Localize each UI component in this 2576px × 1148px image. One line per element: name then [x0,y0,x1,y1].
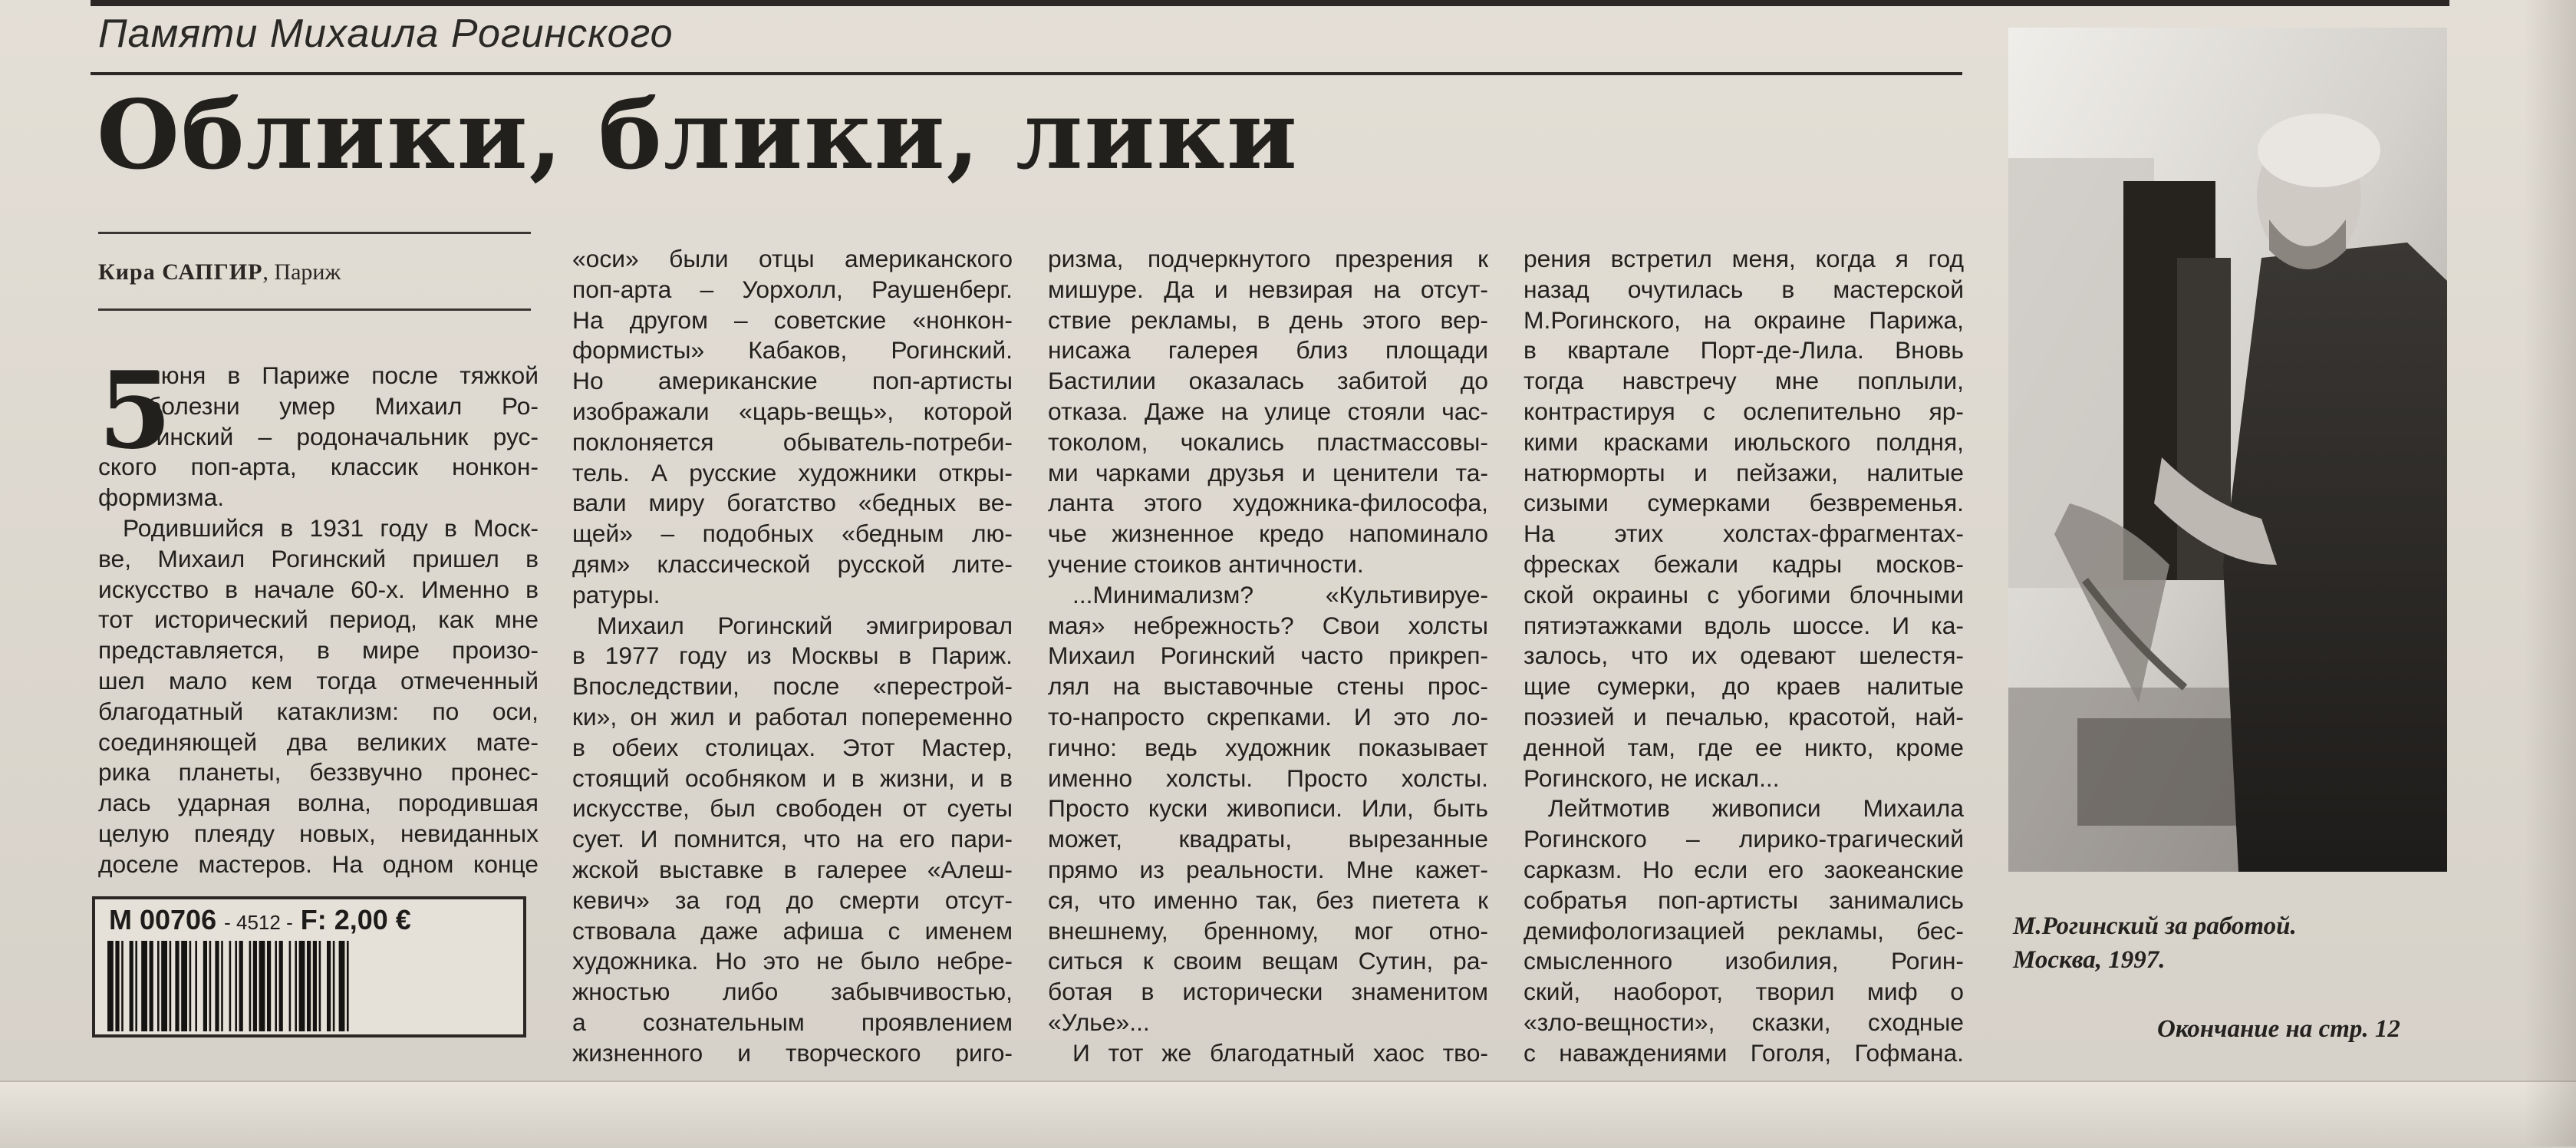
text-line: назад очутилась в мастерской [1524,275,1964,303]
text-line: целую плеяду новых, невиданных [98,819,539,847]
text-line: На этих холстах-фрагментах- [1524,520,1964,548]
text-line: формисты» Кабаков, Рогинский. [572,336,1013,365]
text-line: мая» небрежность? Свои холсты [1048,611,1488,639]
text-line: ки», он жил и работал попеременно [572,702,1013,731]
text-line: прямо из реальности. Мне кажет- [1048,855,1488,883]
text-line: Рогинского – лирико-трагический [1524,825,1964,853]
text-line: лял на выставочные стены прос- [1048,672,1488,701]
text-line: представляется, в мире произо- [98,636,539,665]
text-line: изображали «царь-вещь», которой [572,397,1013,425]
text-line: смысленного изобилия, Рогин- [1524,947,1964,975]
barcode-bar [175,941,179,1031]
text-line: гинский – родоначальник рус- [147,422,539,450]
text-line: то-напросто скрепками. И это ло- [1048,702,1488,731]
page-fold [0,1080,2576,1148]
text-line: ской окраины с убогими блочными [1524,580,1964,609]
text-line: болезни умер Михаил Ро- [147,391,539,420]
barcode-bar [141,941,147,1031]
text-line: жизненного и творческого риго- [572,1038,1013,1067]
text-line: ся, что именно так, без пиетета к [1048,886,1488,914]
byline-author: Кира САПГИР [98,259,263,285]
text-line: с наваждениями Гоголя, Гофмана. [1524,1038,1964,1067]
barcode-bar [289,941,292,1031]
text-line: в квартале Порт-де-Лила. Вновь [1524,336,1964,365]
text-line: кими красками июльского полдня, [1524,427,1964,456]
top-rule [91,0,2449,6]
text-line: ланта этого художника-философа, [1048,489,1488,517]
caption-line-1: М.Рогинский за работой. [2013,912,2297,940]
barcode-price: F: 2,00 € [300,904,411,935]
text-line: жской выставке в галерее «Алеш- [572,855,1013,883]
barcode-bar [333,941,335,1031]
text-line: ратуры. [572,580,660,609]
text-line: ского поп-арта, классик нонкон- [98,453,539,481]
text-line: чье жизненное кредо напоминало [1048,520,1488,548]
barcode-code: M 00706 [109,904,217,935]
text-line: На другом – советские «нонкон- [572,305,1013,334]
text-line: М.Рогинского, на окраине Парижа, [1524,305,1964,334]
text-line: щие сумерки, до краев налитые [1524,672,1964,701]
barcode-bar [221,941,223,1031]
barcode-bar [130,941,133,1031]
barcode-bar [203,941,207,1031]
barcode-bar [195,941,197,1031]
text-line: ми чарками друзья и ценители та- [1048,458,1488,487]
text-line: ситься к своим вещам Сутин, ра- [1048,947,1488,975]
text-line: поэзией и печалью, красотой, най- [1524,702,1964,731]
text-line: стоящий особняком и в жизни, и в [572,764,1013,792]
text-line: тогда навстречу мне поплыли, [1524,367,1964,395]
text-line: денной там, где ее никто, кроме [1524,733,1964,761]
barcode-bar [181,941,187,1031]
barcode-bar [209,941,212,1031]
text-line: контрастируя с ослепительно яр- [1524,397,1964,425]
photo-illustration [2008,28,2447,872]
barcode-bar [299,941,305,1031]
text-line: именно холсты. Просто холсты. [1048,764,1488,792]
barcode-bar [313,941,317,1031]
byline-rule-bottom [98,308,531,311]
barcode-bars [106,941,514,1031]
text-line: сизыми сумерками безвременья. [1524,489,1964,517]
text-line: кевич» за год до смерти отсут- [572,886,1013,914]
text-line: ...Минимализм? «Культивируе- [1072,580,1488,609]
text-line: «Улье»... [1048,1008,1150,1036]
text-line: ский, наоборот, творил миф о [1524,978,1964,1006]
rubric-divider [91,72,1962,75]
text-line: художника. Но это не было небре- [572,947,1013,975]
barcode-bar [307,941,311,1031]
text-line: ризма, подчеркнутого презрения к [1048,245,1488,272]
text-line: пятиэтажками вдоль шоссе. И ка- [1524,611,1964,639]
text-line: формизма. [98,483,225,512]
text-line: ствовала даже афиша с именем [572,916,1013,945]
article-byline [98,259,341,285]
barcode-bar [249,941,252,1031]
article-column-1 [98,348,539,880]
barcode-bar [161,941,167,1031]
barcode-bar [279,941,283,1031]
text-line: дям» классической русской лите- [572,549,1013,578]
text-line: внешнему, бренному, мог отно- [1048,916,1488,945]
barcode-bar [339,941,345,1031]
text-line: искусстве, был свободен от суеты [572,794,1013,823]
text-line: поклоняется обыватель-потреби- [572,427,1013,456]
text-line: ствие рекламы, в день этого вер- [1048,305,1488,334]
text-line: поп-арта – Уорхолл, Раушенберг. [572,275,1013,303]
barcode-bar [267,941,271,1031]
text-line: нисажа галерея близ площади [1048,336,1488,365]
text-line: искусство в начале 60-х. Именно в [98,575,539,603]
barcode-label [109,904,411,936]
text-line: ве, Михаил Рогинский пришел в [98,544,539,572]
text-line: вали миру богатство «бедных ве- [572,489,1013,517]
text-line: Бастилии оказалась забитой до [1048,367,1488,395]
text-line: учение стоиков античности. [1048,549,1364,578]
text-line: Михаил Рогинский эмигрировал [597,611,1013,639]
text-line: доселе мастеров. На одном конце [98,849,539,878]
text-line: Рогинского, не искал... [1524,764,1780,792]
text-line: лась ударная волна, породившая [98,789,539,817]
text-line: в 1977 году из Москвы в Париж. [572,642,1013,670]
text-line: отказа. Даже на улице стояли час- [1048,397,1488,425]
barcode-bar [115,941,119,1031]
text-line: а сознательным проявлением [572,1008,1013,1036]
text-line: гично: ведь художник показывает [1048,733,1488,761]
text-line: Но американские поп-артисты [572,367,1013,395]
text-line: И тот же благодатный хаос тво- [1072,1038,1488,1067]
barcode-bar [327,941,331,1031]
article-column-4 [1524,244,1964,1069]
barcode-bar [150,941,153,1031]
text-line: Просто куски живописи. Или, быть [1048,794,1488,823]
barcode-bar [215,941,219,1031]
text-line: залось, что их одевают шелестя- [1524,642,1964,670]
barcode-bar [170,941,172,1031]
text-line: фресках бежали кадры москов- [1524,549,1964,578]
barcode-bar [157,941,160,1031]
text-line: шел мало кем тогда отмеченный [98,666,539,694]
continuation-note: Окончание на стр. 12 [2157,1015,2400,1043]
text-line: сует. И помнится, что на его пари- [572,825,1013,853]
barcode-bar [295,941,297,1031]
barcode-bar [253,941,257,1031]
text-line: «зло-вещности», сказки, сходные [1524,1008,1964,1036]
barcode-bar [319,941,321,1031]
text-line: рика планеты, беззвучно пронес- [98,758,539,787]
text-line: тот исторический период, как мне [98,605,539,634]
text-line: демифологизацией рекламы, бес- [1524,916,1964,945]
article-column-2 [572,244,1013,1069]
barcode-bar [347,941,349,1031]
text-line: Родившийся в 1931 году в Моск- [123,513,539,542]
text-line: щей» – подобных «бедным лю- [572,520,1013,548]
caption-line-2: Москва, 1997. [2013,946,2166,974]
barcode-bar [107,941,114,1031]
text-line: может, квадраты, вырезанные [1048,825,1488,853]
text-line: июня в Париже после тяжкой [147,361,539,389]
barcode-bar [229,941,232,1031]
barcode-box [92,896,526,1037]
barcode-bar [239,941,243,1031]
barcode-bar [121,941,124,1031]
article-headline: Облики, блики, лики [97,80,1299,191]
text-line: собратья поп-артисты занимались [1524,886,1964,914]
text-line: жностью либо забывчивостью, [572,978,1013,1006]
barcode-bar [259,941,265,1031]
text-line: токолом, чокались пластмассовы- [1048,427,1488,456]
text-line: Лейтмотив живописи Михаила [1548,794,1964,823]
text-line: рения встретил меня, когда я год [1524,245,1964,272]
barcode-bar [235,941,237,1031]
byline-rule-top [98,232,531,234]
text-line: ботая в исторически знаменитом [1048,978,1488,1006]
text-line: мишуре. Да и невзирая на отсут- [1048,275,1488,303]
photo-caption [2013,909,2297,977]
article-column-3 [1048,244,1488,1069]
text-line: «оси» были отцы американского [572,245,1013,272]
byline-place: , Париж [262,259,341,285]
artist-photo [2008,28,2447,872]
section-rubric: Памяти Михаила Рогинского [98,12,674,56]
text-line: тель. А русские художники откры- [572,458,1013,487]
text-line: Михаил Рогинский часто прикреп- [1048,642,1488,670]
text-line: натюрморты и пейзажи, налитые [1524,458,1964,487]
text-line: благодатный катаклизм: по оси, [98,697,539,725]
text-line: в обеих столицах. Этот Мастер, [572,733,1013,761]
scan-edge-shadow [2524,0,2576,1146]
barcode-sub: - 4512 - [224,911,293,934]
barcode-bar [189,941,192,1031]
drop-cap: 5 [98,348,173,473]
barcode-bar [135,941,137,1031]
text-line: Впоследствии, после «перестрой- [572,672,1013,701]
barcode-bar [275,941,277,1031]
text-line: сарказм. Но если его заокеанские [1524,855,1964,883]
text-line: соединяющей два великих мате- [98,727,539,756]
